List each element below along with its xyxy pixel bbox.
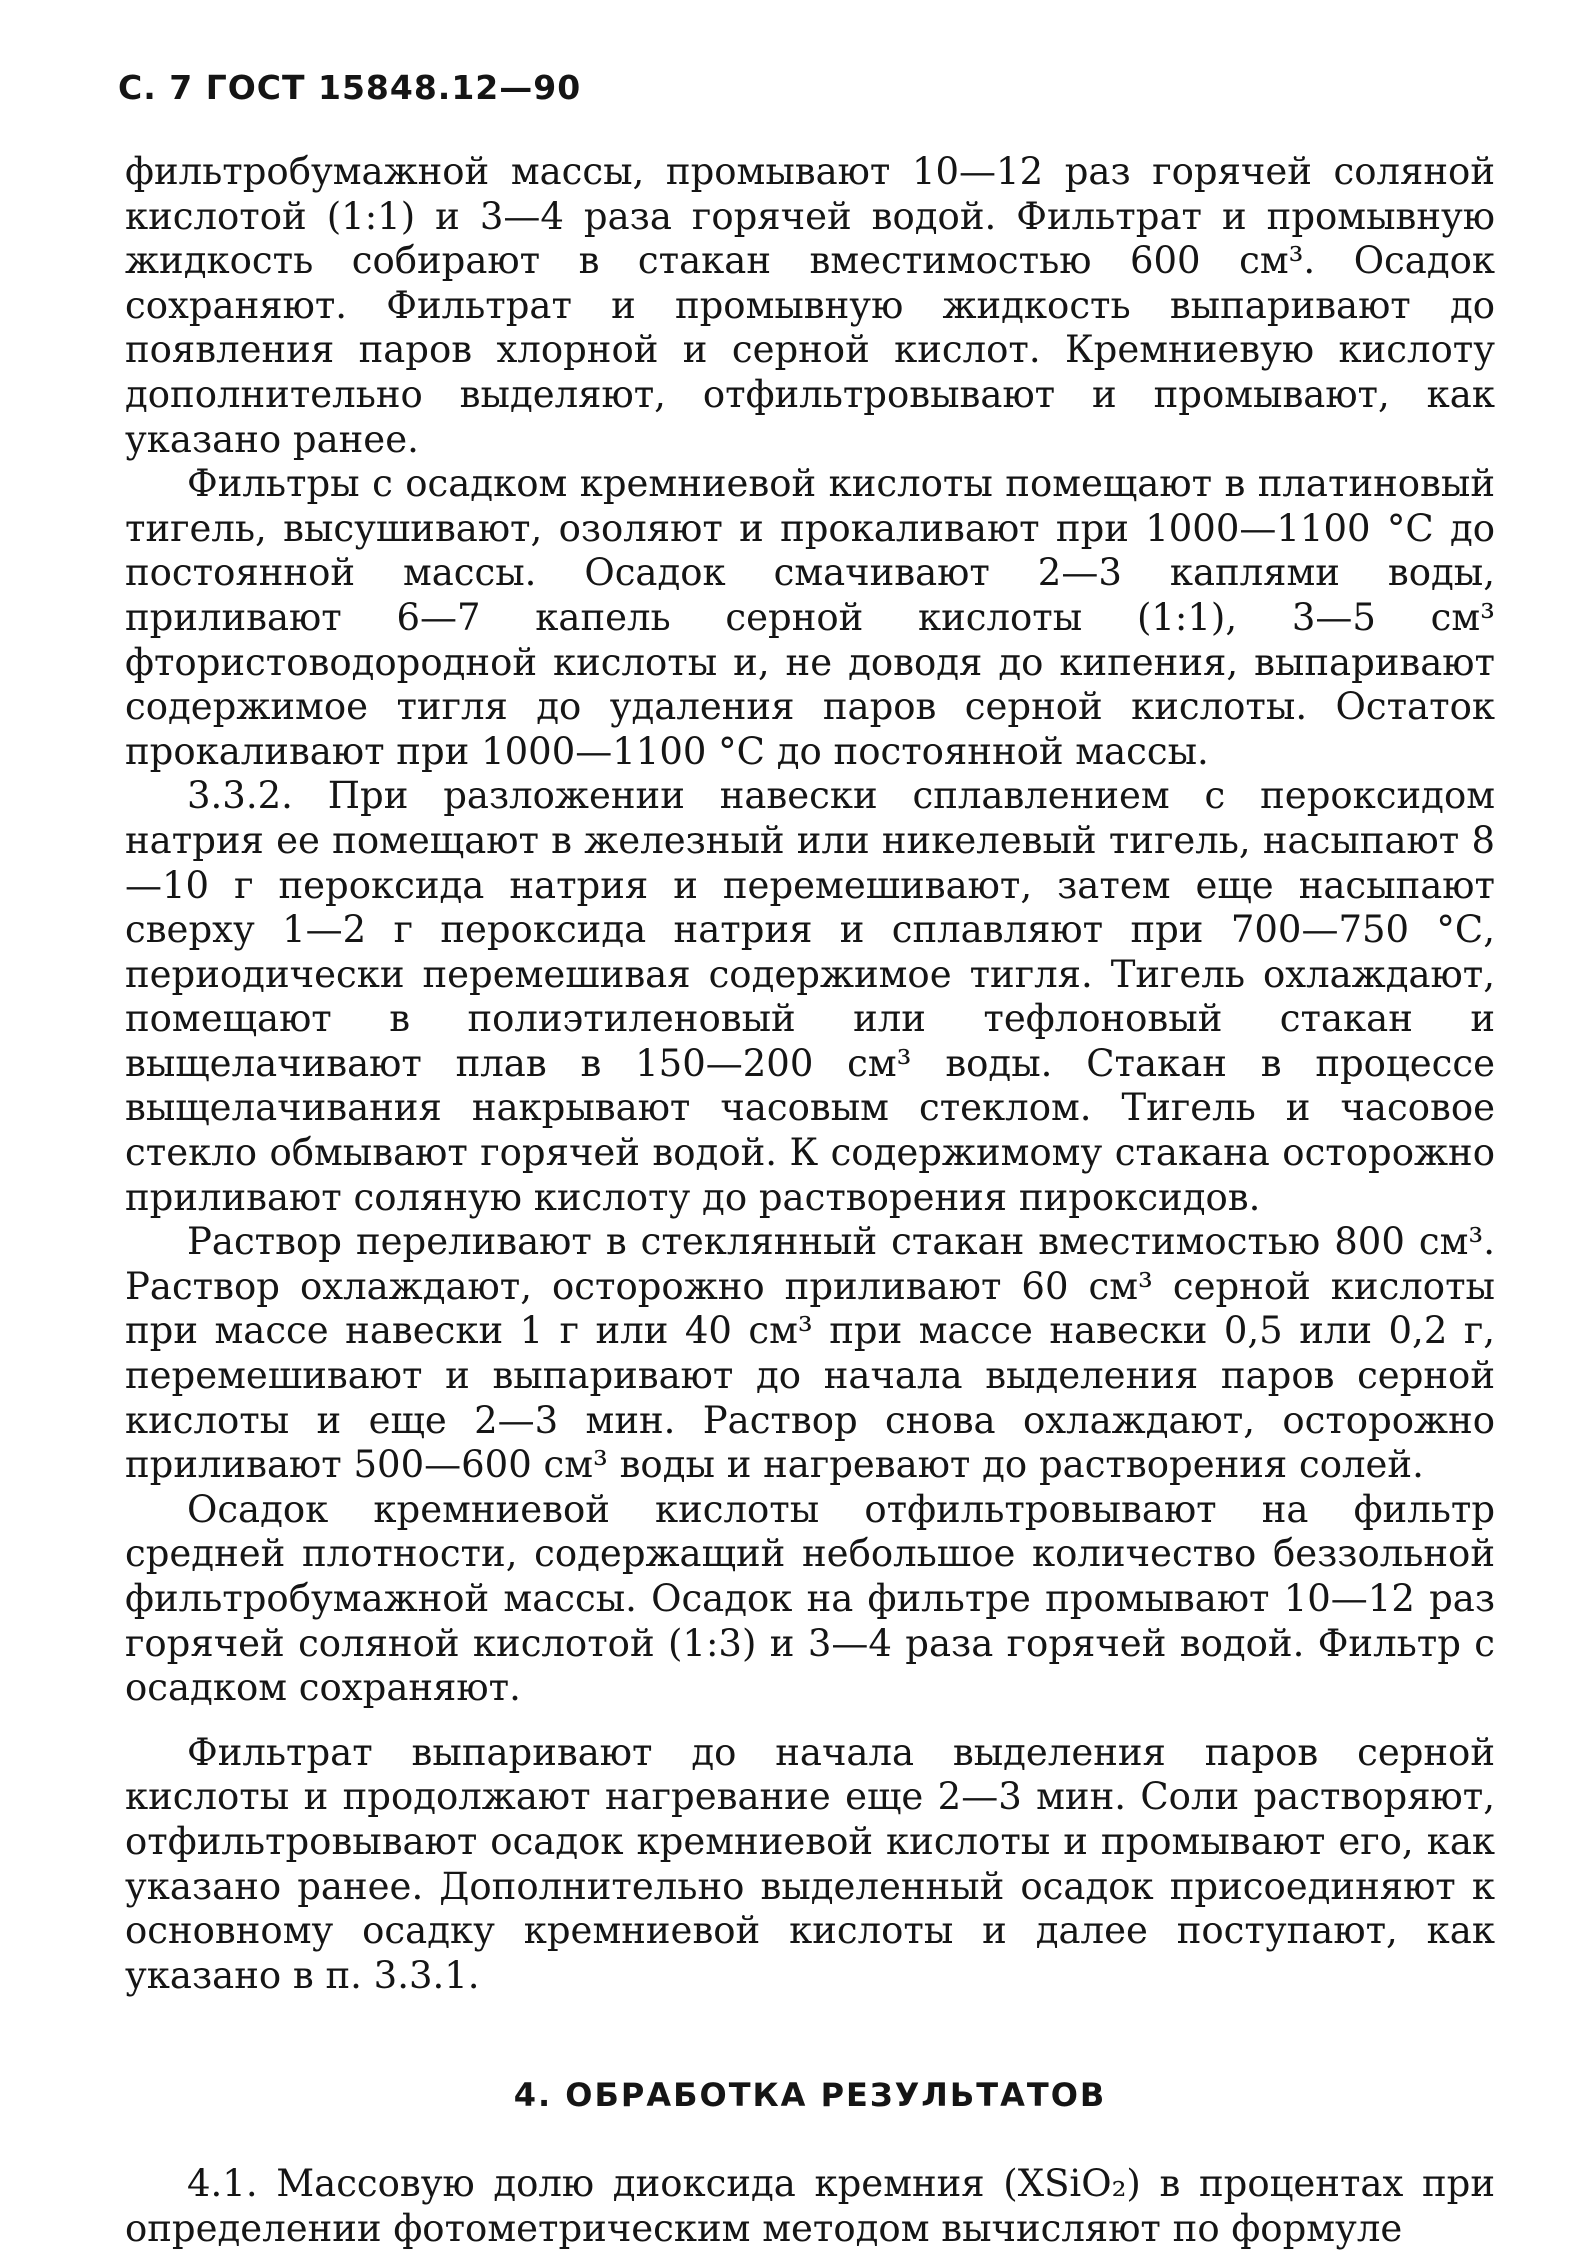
paragraph-filtering: Осадок кремниевой кислоты отфильтровывают на фильтр средней плотности, содержащий небольшое количество беззольной фильтробумажной массы. Осадок на фильтре промывают 10—12 раз горячей соляной кислотой (1:3) и 3—4 раза горячей водой. Фильтр с осадком сохраняют.	[125, 1487, 1495, 1710]
paragraph-continuation: фильтробумажной массы, промывают 10—12 раз горячей соляной кислотой (1:1) и 3—4 раза горячей водой. Фильтрат и промывную жидкость собирают в стакан вместимостью 600 см³. Осадок сохраняют. Фильтрат и промывную жидкость выпаривают до появления паров хлорной и серной кислот. Кремниевую кислоту дополнительно выделяют, отфильтровывают и промывают, как указано ранее.	[125, 150, 1495, 461]
paragraph-filtrate: Фильтрат выпаривают до начала выделения паров серной кислоты и продолжают нагревание еще 2—3 мин. Соли растворяют, отфильтровывают осадок кремниевой кислоты и промывают его, как указано ранее. Дополнительно выделенный осадок присоединяют к основному осадку кремниевой кислоты и далее поступают, как указано в п. 3.3.1.	[125, 1730, 1495, 1997]
paragraph-solution: Раствор переливают в стеклянный стакан вместимостью 800 см³. Раствор охлаждают, осторожно приливают 60 см³ серной кислоты при массе навески 1 г или 40 см³ при массе навески 0,5 или 0,2 г, перемешивают и выпаривают до начала выделения паров серной кислоты и еще 2—3 мин. Раствор снова охлаждают, осторожно приливают 500—600 см³ воды и нагревают до растворения солей.	[125, 1220, 1495, 1487]
section-heading: 4. ОБРАБОТКА РЕЗУЛЬТАТОВ	[513, 2076, 1107, 2115]
page-header: С. 7 ГОСТ 15848.12—90	[118, 68, 582, 107]
paragraph-ignition: Фильтры с осадком кремниевой кислоты помещают в платиновый тигель, высушивают, озоляют и прокаливают при 1000—1100 °С до постоянной массы. Осадок смачивают 2—3 каплями воды, приливают 6—7 капель серной кислоты (1:1), 3—5 см³ фтористоводородной кислоты и, не доводя до кипения, выпаривают содержимое тигля до удаления паров серной кислоты. Остаток прокаливают при 1000—1100 °С до постоянной массы.	[125, 462, 1495, 773]
body-text	[125, 150, 1495, 2252]
paragraph-3-3-2: 3.3.2. При разложении навески сплавлением с пероксидом натрия ее помещают в железный или никелевый тигель, насыпают 8—10 г пероксида натрия и перемешивают, затем еще насыпают сверху 1—2 г пероксида натрия и сплавляют при 700—750 °С, периодически перемешивая содержимое тигля. Тигель охлаждают, помещают в полиэтиленовый или тефлоновый стакан и выщелачивают плав в 150—200 см³ воды. Стакан в процессе выщелачивания накрывают часовым стеклом. Тигель и часовое стекло обмывают горячей водой. К содержимому стакана осторожно приливают соляную кислоту до растворения пироксидов.	[125, 774, 1495, 1219]
paragraph-4-1: 4.1. Массовую долю диоксида кремния (XSiO₂) в процентах при определении фотометрическим методом вычисляют по формуле	[125, 2162, 1495, 2250]
